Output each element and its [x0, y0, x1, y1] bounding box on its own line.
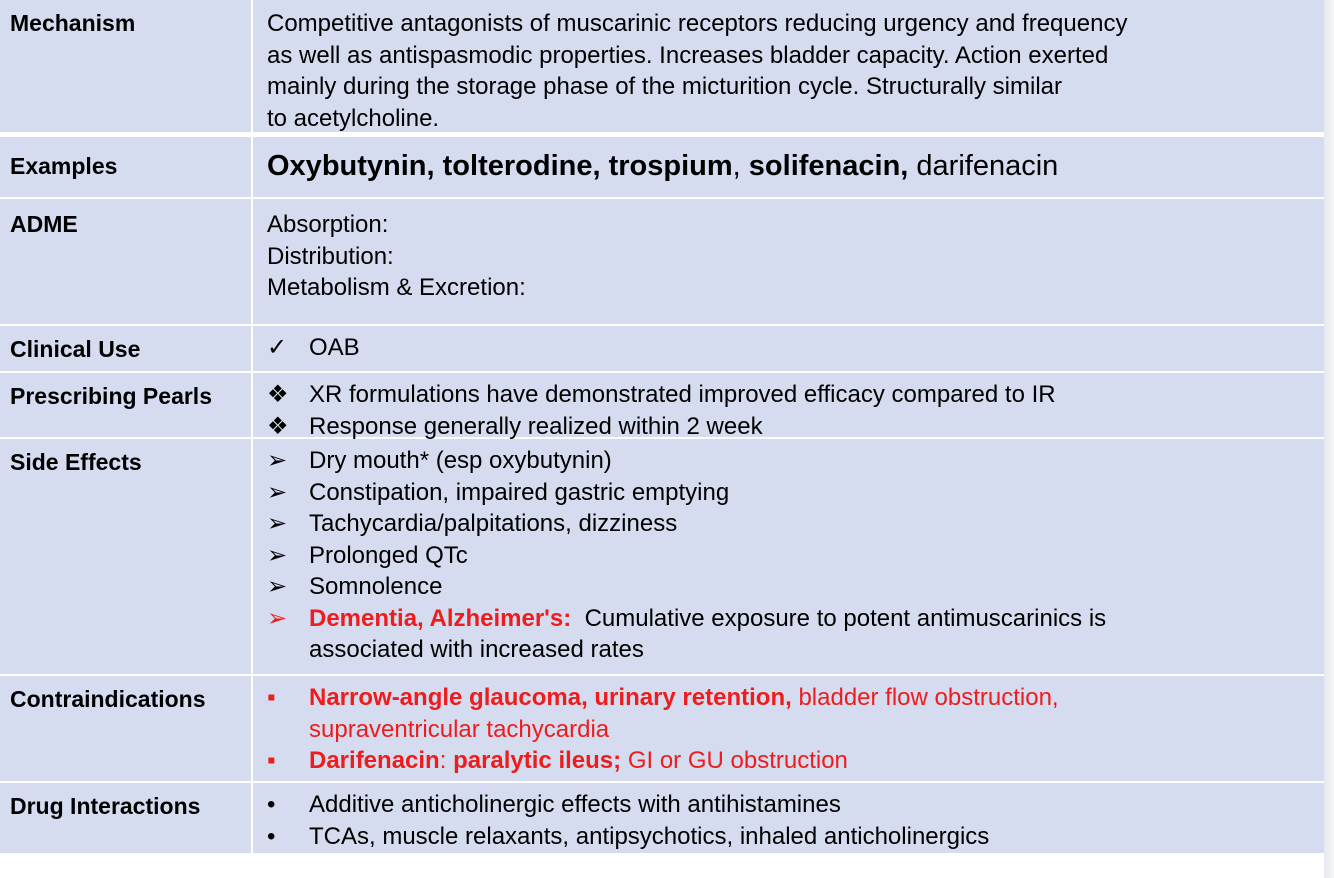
example-drug: tolterodine [442, 150, 593, 182]
checkmark-icon: ✓ [267, 334, 288, 361]
side-effect-item: Tachycardia/palpitations, dizziness [309, 510, 678, 537]
interaction-item: Additive anticholinergic effects with antihistamines [309, 791, 841, 818]
example-drug: darifenacin [916, 150, 1059, 182]
contraindication-item [309, 682, 1059, 745]
pearl-item: Response generally realized within 2 week [309, 412, 763, 440]
contraindication-bold: Darifenacin [309, 747, 440, 774]
side-effect-highlight [309, 603, 1106, 666]
arrow-bullet-icon: ➢ [267, 478, 288, 506]
arrow-bullet-icon: ➢ [267, 604, 288, 632]
mechanism-label: Mechanism [0, 0, 253, 132]
mechanism-line: to acetylcholine. [267, 104, 440, 132]
clinical-use-content [253, 326, 1324, 371]
mechanism-line: as well as antispasmodic properties. Increases bladder capacity. Action exerted [267, 41, 1109, 69]
list-item [267, 821, 1324, 853]
side-effects-content [253, 439, 1324, 674]
side-effect-item: Constipation, impaired gastric emptying [309, 478, 730, 506]
adme-item: Distribution: [267, 242, 394, 270]
list-item [267, 682, 1324, 745]
dementia-note: Cumulative exposure to potent antimuscarinics is [584, 604, 1107, 632]
list-item [267, 477, 1324, 509]
examples-row [0, 137, 1324, 199]
adme-row [0, 199, 1324, 326]
list-item [267, 603, 1324, 666]
interaction-item: TCAs, muscle relaxants, antipsychotics, inhaled anticholinergics [309, 822, 990, 850]
examples-content: Oxybutynin, tolterodine, trospium, solifenacin, darifenacin [253, 137, 1324, 197]
list-item [267, 445, 1324, 477]
list-item [267, 379, 1324, 411]
side-effect-item: Somnolence [309, 573, 443, 600]
contraindications-content [253, 676, 1324, 781]
clinical-use-row [0, 326, 1324, 373]
side-effects-row [0, 439, 1324, 676]
contraindication-text: GI or GU obstruction [627, 747, 848, 774]
list-item [267, 508, 1324, 540]
list-item [267, 411, 1324, 443]
square-bullet-icon: ▪ [267, 684, 276, 711]
prescribing-pearls-label: Prescribing Pearls [0, 373, 253, 437]
contraindication-bold: paralytic ileus; [453, 747, 622, 774]
contraindications-row [0, 676, 1324, 783]
adme-item: Absorption: [267, 211, 389, 238]
drug-interactions-row [0, 783, 1324, 855]
side-effect-item: Dry mouth* (esp oxybutynin) [309, 447, 612, 474]
list-item [267, 571, 1324, 603]
dementia-warning: Dementia, Alzheimer's: [309, 604, 572, 632]
diamond-bullet-icon: ❖ [267, 412, 289, 440]
example-drug: solifenacin [748, 150, 901, 182]
arrow-bullet-icon: ➢ [267, 541, 288, 569]
mechanism-line: Competitive antagonists of muscarinic receptors reducing urgency and frequency [267, 10, 1128, 37]
pearl-item: XR formulations have demonstrated improved efficacy compared to IR [309, 381, 1056, 408]
contraindication-item [309, 745, 848, 777]
mechanism-line: mainly during the storage phase of the micturition cycle. Structurally similar [267, 73, 1062, 100]
example-drug: trospium [608, 150, 733, 182]
example-drug: Oxybutynin [267, 150, 427, 182]
clinical-use-item: OAB [309, 334, 360, 361]
list-item [267, 789, 1324, 821]
contraindication-text: supraventricular tachycardia [309, 715, 610, 743]
contraindication-sep: : [439, 747, 447, 774]
adme-label: ADME [0, 199, 253, 324]
side-effect-item: Prolonged QTc [309, 541, 468, 569]
clinical-use-label: Clinical Use [0, 326, 253, 371]
diamond-bullet-icon: ❖ [267, 381, 289, 408]
list-item [267, 332, 1324, 364]
dementia-note: associated with increased rates [309, 636, 644, 663]
mechanism-row [0, 0, 1324, 137]
side-effects-label: Side Effects [0, 439, 253, 674]
adme-content [253, 199, 1324, 324]
list-item [267, 745, 1324, 777]
contraindication-bold: Narrow-angle glaucoma, urinary retention, [309, 684, 792, 711]
mechanism-content [253, 0, 1324, 132]
dot-bullet-icon: • [267, 822, 276, 850]
drug-interactions-label: Drug Interactions [0, 783, 253, 853]
arrow-bullet-icon: ➢ [267, 573, 288, 600]
drug-interactions-content [253, 783, 1324, 853]
examples-label: Examples [0, 137, 253, 197]
arrow-bullet-icon: ➢ [267, 510, 288, 537]
arrow-bullet-icon: ➢ [267, 447, 288, 474]
contraindications-label: Contraindications [0, 676, 253, 781]
dot-bullet-icon: • [267, 791, 276, 818]
square-bullet-icon: ▪ [267, 747, 276, 774]
prescribing-pearls-content [253, 373, 1324, 440]
adme-item: Metabolism & Excretion: [267, 274, 526, 301]
prescribing-pearls-row [0, 373, 1324, 439]
contraindication-text: bladder flow obstruction, [798, 684, 1059, 711]
list-item [267, 540, 1324, 572]
page-edge-shadow [1324, 0, 1334, 878]
